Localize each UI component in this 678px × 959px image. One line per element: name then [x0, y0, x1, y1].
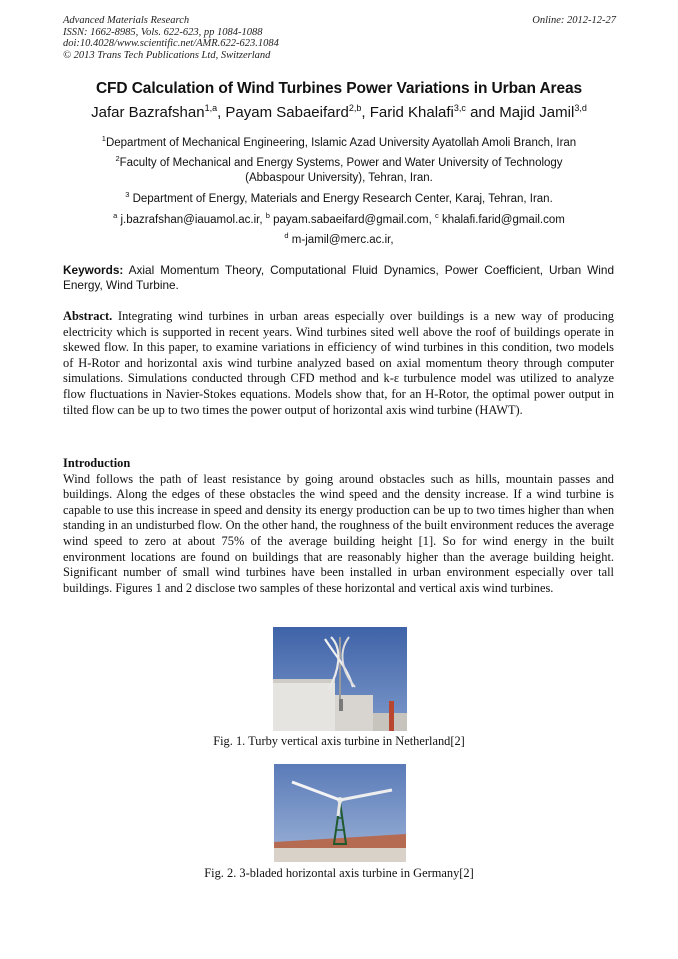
affiliation-text: Faculty of Mechanical and Energy Systems, Power and Water University of Technology: [119, 156, 563, 169]
author-name: Farid Khalafi: [369, 104, 454, 121]
online-date: Online: 2012-12-27: [532, 15, 616, 26]
journal-name: Advanced Materials Research: [63, 15, 190, 26]
email-sup: a: [113, 211, 118, 220]
affiliation-text: Department of Energy, Materials and Energy Research Center, Karaj, Tehran, Iran.: [129, 192, 553, 205]
affiliation-text: (Abbaspour University), Tehran, Iran.: [245, 171, 433, 184]
abstract-text: Integrating wind turbines in urban areas especially over buildings is a new way of producing electricity which is supported in recent years. Wind turbines sited well above the roof of buildings operate in skewed flow. In this paper, to examine variations in efficiency of wind turbines in this condition, two models of H-Rotor and horizontal axis wind turbine analyzed based on axial momentum theory through computer simulations. Simulations conducted through CFD method and k-ε turbulence model was utilized to analyze flow fluctuations in Navier-Stokes equations. Models show that, for an H-Rotor, the optimal power output in tilted flow can be up to two times the power output of horizontal axis wind turbine (HAWT).: [63, 309, 614, 417]
author-name: Payam Sabaeifard: [225, 104, 349, 121]
keywords-label: Keywords:: [63, 263, 124, 277]
introduction-text: Wind follows the path of least resistance by going around obstacles such as hills, mountain passes and buildings. Along the edges of these obstacles the wind speed and the density increase. If a wind turbine is capable to use this increase in speed and density its energy production can be up to two times higher than when standing in an undisturbed flow. On the other hand, the roughness of the built environment reduces the average wind speed to zero at about 75% of the average building height [1]. So for wind energy in the built environment locations are found on buildings that are reasonably higher than the average building height. Significant number of small wind turbines have been installed in urban environment especially over tall buildings. Figures 1 and 2 disclose two samples of these horizontal and vertical axis wind turbines.: [63, 471, 615, 595]
author-sup: 3,c: [453, 103, 466, 113]
author-sup: 1,a: [204, 103, 218, 113]
email-address: m-jamil@merc.ac.ir,: [288, 233, 394, 246]
affiliation-sup: 2: [115, 154, 120, 163]
email-sup: c: [435, 211, 439, 220]
email-sup: d: [284, 231, 289, 240]
issn-line: ISSN: 1662-8985, Vols. 622-623, pp 1084-1088: [63, 26, 263, 38]
abstract-label: Abstract.: [63, 309, 113, 323]
email-address: khalafi.farid@gmail.com: [438, 213, 565, 226]
email-address: payam.sabaeifard@gmail.com,: [269, 213, 436, 226]
author-sep: and: [465, 104, 500, 121]
author-name: Jafar Bazrafshan: [91, 104, 205, 121]
figure-2-caption: Fig. 2. 3-bladed horizontal axis turbine in Germany[2]: [204, 866, 474, 880]
introduction-section: [63, 456, 614, 596]
affiliation-sup: 3: [125, 190, 130, 199]
abstract-section: [63, 309, 614, 418]
affiliation-text: Department of Mechanical Engineering, Islamic Azad University Ayatollah Amoli Branch, Iran: [105, 136, 577, 149]
affiliation-sup: 1: [101, 134, 106, 143]
author-sup: 3,d: [574, 103, 587, 113]
horizontal-axis-turbine-photo: [274, 764, 406, 862]
figure-2-image: [274, 764, 406, 862]
vertical-axis-turbine-photo: [273, 627, 407, 731]
author-sep: ,: [361, 104, 370, 121]
email-sup: b: [265, 211, 270, 220]
author-sep: ,: [217, 104, 226, 121]
email-line-1: [60, 208, 618, 228]
paper-title: CFD Calculation of Wind Turbines Power Variations in Urban Areas: [95, 80, 583, 97]
affiliation-3: [60, 187, 618, 207]
figure-1-caption: Fig. 1. Turby vertical axis turbine in Netherland[2]: [213, 734, 465, 748]
introduction-heading: Introduction: [63, 456, 131, 470]
author-list: [0, 103, 678, 121]
running-header-left: [63, 15, 279, 61]
affiliation-1: [60, 131, 618, 151]
figure-1-image: [273, 627, 407, 731]
keywords-text: Axial Momentum Theory, Computational Fluid Dynamics, Power Coefficient, Urban Wind Energy, Wind Turbine.: [63, 263, 614, 292]
author-name: Majid Jamil: [499, 104, 575, 121]
keywords-section: [63, 263, 614, 293]
email-address: j.bazrafshan@iauamol.ac.ir,: [117, 213, 266, 226]
email-line-2: [60, 228, 618, 248]
affiliation-2: [60, 151, 618, 186]
author-sup: 2,b: [348, 103, 362, 113]
doi-line: doi:10.4028/www.scientific.net/AMR.622-623.1084: [63, 38, 279, 49]
copyright-line: © 2013 Trans Tech Publications Ltd, Switzerland: [63, 49, 271, 61]
